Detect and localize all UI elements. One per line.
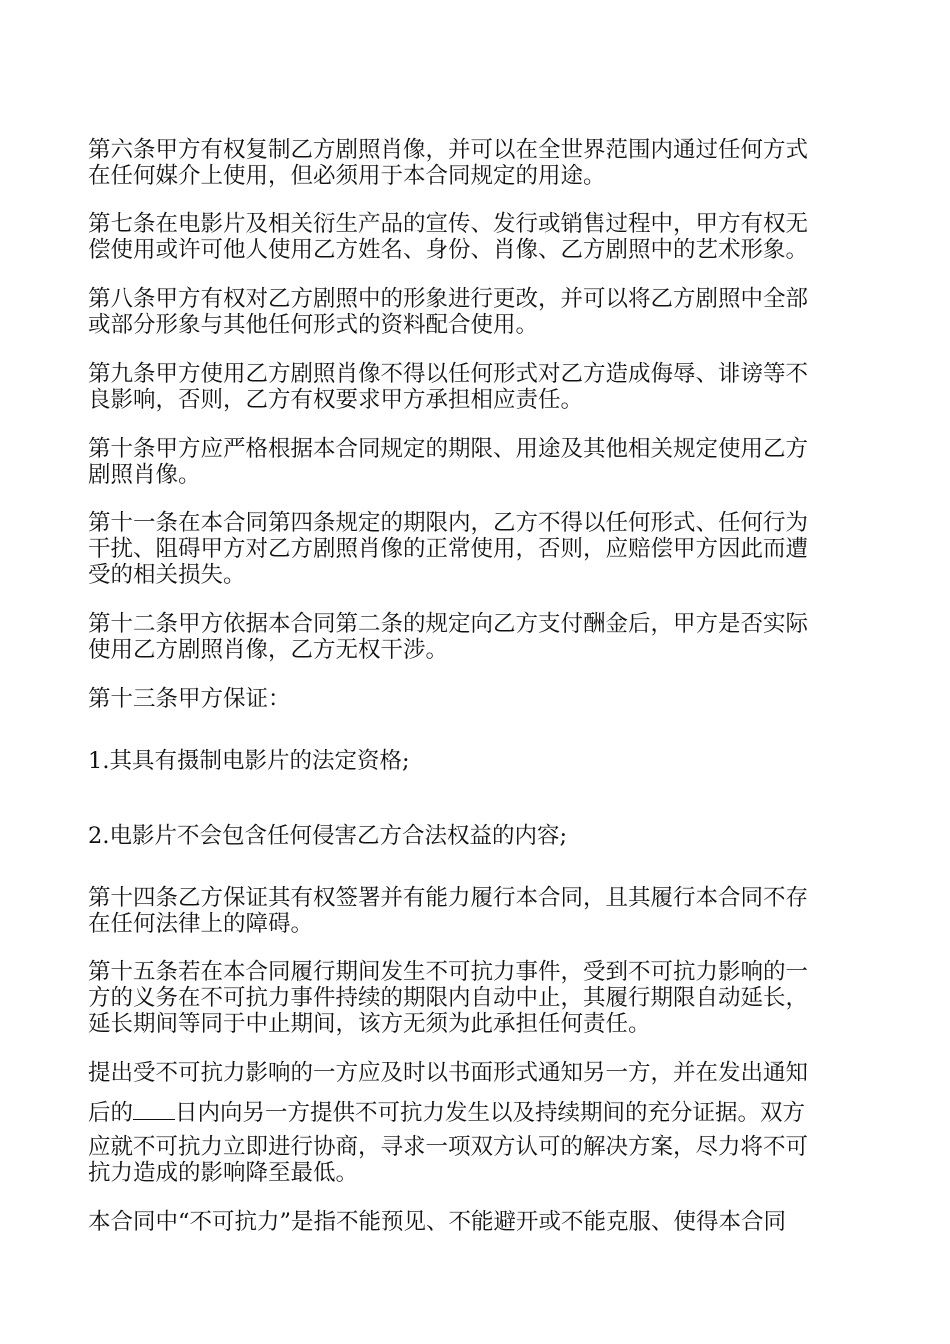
article-13-item-1: 1.其具有摄制电影片的法定资格;: [88, 748, 410, 774]
article-11-line-3: 受的相关损失。: [88, 562, 246, 588]
article-10-line-2: 剧照肖像。: [88, 462, 201, 488]
article-14-line-1: 第十四条乙方保证其有权签署并有能力履行本合同，且其履行本合同不存: [88, 885, 809, 911]
article-12-line-1: 第十二条甲方依据本合同第二条的规定向乙方支付酬金后，甲方是否实际: [88, 611, 809, 637]
article-9-line-1: 第九条甲方使用乙方剧照肖像不得以任何形式对乙方造成侮辱、诽谤等不: [88, 361, 809, 387]
article-8-line-2: 或部分形象与其他任何形式的资料配合使用。: [88, 312, 539, 338]
article-13-heading: 第十三条甲方保证：: [88, 686, 291, 712]
force-majeure-definition-line-1: 本合同中“不可抗力”是指不能预见、不能避开或不能克服、使得本合同: [88, 1209, 787, 1235]
article-6-line-2: 在任何媒介上使用，但必须用于本合同规定的用途。: [88, 163, 606, 189]
notice-line-3: 应就不可抗力立即进行协商，寻求一项双方认可的解决方案，尽力将不可: [88, 1134, 809, 1160]
article-8-line-1: 第八条甲方有权对乙方剧照中的形象进行更改，并可以将乙方剧照中全部: [88, 286, 809, 312]
article-7-line-2: 偿使用或许可他人使用乙方姓名、身份、肖像、乙方剧照中的艺术形象。: [88, 237, 809, 263]
notice-line-1: 提出受不可抗力影响的一方应及时以书面形式通知另一方，并在发出通知: [88, 1060, 809, 1086]
article-15-line-2: 方的义务在不可抗力事件持续的期限内自动中止，其履行期限自动延长，: [88, 985, 809, 1011]
notice-line-2-start: 后的: [88, 1100, 134, 1126]
article-11-line-1: 第十一条在本合同第四条规定的期限内，乙方不得以任何形式、任何行为: [88, 510, 809, 536]
article-14-line-2: 在任何法律上的障碍。: [88, 911, 314, 937]
article-12-line-2: 使用乙方剧照肖像，乙方无权干涉。: [88, 637, 449, 663]
article-15-line-1: 第十五条若在本合同履行期间发生不可抗力事件，受到不可抗力影响的一: [88, 959, 809, 985]
notice-line-2: [88, 1097, 878, 1126]
article-10-line-1: 第十条甲方应严格根据本合同规定的期限、用途及其他相关规定使用乙方: [88, 436, 809, 462]
notice-line-2-end: 日内向另一方提供不可抗力发生以及持续期间的充分证据。双方: [175, 1100, 806, 1126]
article-6-line-1: 第六条甲方有权复制乙方剧照肖像，并可以在全世界范围内通过任何方式: [88, 137, 809, 163]
article-11-line-2: 干扰、阻碍甲方对乙方剧照肖像的正常使用，否则，应赔偿甲方因此而遭: [88, 536, 809, 562]
article-15-line-3: 延长期间等同于中止期间，该方无须为此承担任何责任。: [88, 1011, 651, 1037]
notice-line-4: 抗力造成的影响降至最低。: [88, 1160, 359, 1186]
article-7-line-1: 第七条在电影片及相关衍生产品的宣传、发行或销售过程中，甲方有权无: [88, 211, 809, 237]
days-blank-field: [133, 1097, 175, 1120]
article-13-item-2: 2.电影片不会包含任何侵害乙方合法权益的内容;: [88, 823, 568, 849]
article-9-line-2: 良影响，否则，乙方有权要求甲方承担相应责任。: [88, 387, 584, 413]
